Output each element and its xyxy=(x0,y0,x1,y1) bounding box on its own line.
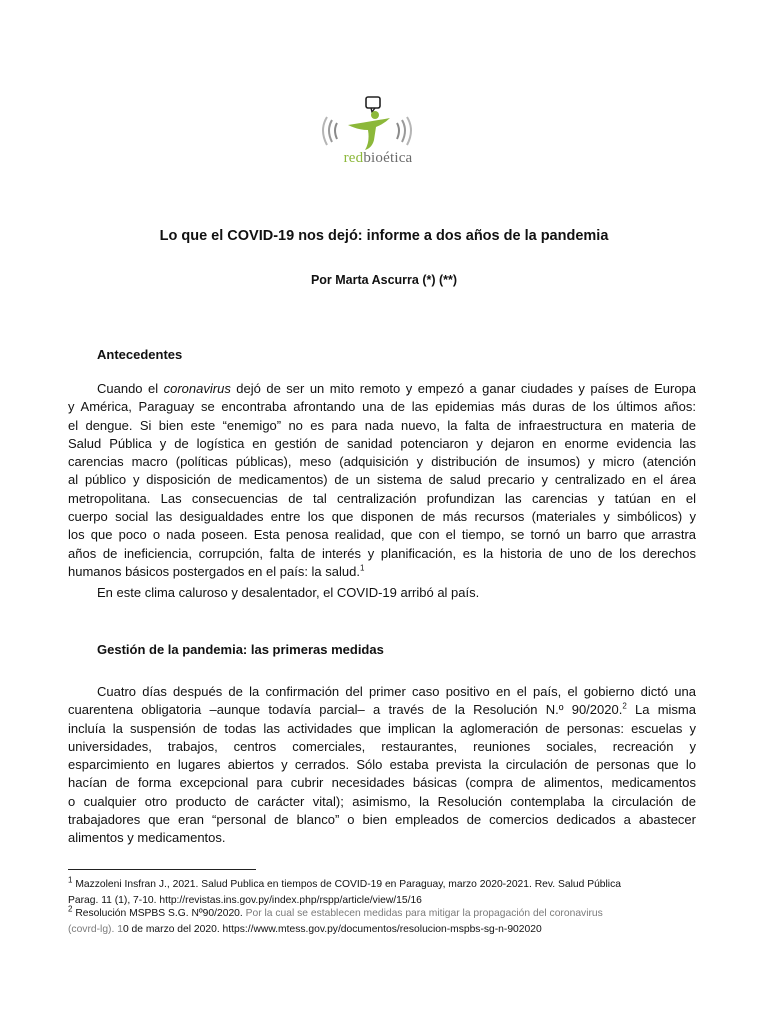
footnote-link[interactable]: Parag. 11 (1), 7-10. http://revistas.ins.gov.py/index.php/rspp/article/view/15/16 xyxy=(68,894,422,906)
paragraph-line: esparcimiento en lugares abiertos y cerrados. Sólo estaba prevista la circulación de personas que lo xyxy=(68,757,696,773)
text-run: Cuando el xyxy=(97,381,164,396)
footnote-text: Mazzoleni Insfran J., 2021. Salud Publica en tiempos de COVID-19 en Paraguay, marzo 2020-2021. Rev. Salud Pública xyxy=(72,879,621,890)
footnote-mark: 2 xyxy=(68,904,73,914)
italic-term: coronavirus xyxy=(163,381,231,396)
footnote-line xyxy=(68,906,708,922)
paragraph-line: años de ineficiencia, corrupción, falta de interés y planificación, es la historia de uno de los derechos xyxy=(68,545,696,561)
redbioetica-figure-icon xyxy=(318,96,438,152)
paragraph-line: cuerpo social las desigualdades entre los que disponen de más recursos (materiales y simbólicos) y xyxy=(68,509,696,525)
footnote-line xyxy=(68,922,708,938)
footnote-link[interactable]: 0 de marzo del 2020. https://www.mtess.gov.py/documentos/resolucion-mspbs-sg-n-902020 xyxy=(122,923,542,935)
paragraph-line: metropolitana. Las consecuencias de tal centralización profundizan las carencias y tatúan en el xyxy=(68,490,696,506)
paragraph-line: el dengue. Si bien este “enemigo” no es para nada nuevo, la falta de infraestructura en materia de xyxy=(68,417,696,433)
paragraph-line xyxy=(68,563,696,581)
section-heading-gestion: Gestión de la pandemia: las primeras medidas xyxy=(97,642,384,657)
footnote-text-grey: Por la cual se establecen medidas para mitigar la propagación del coronavirus xyxy=(245,908,603,919)
footnote-text-grey: (covrd-lg). 1 xyxy=(68,923,123,935)
paragraph-line: los que poco o nada poseen. Esta penosa realidad, que con el tiempo, se tornó un barro que arrastra xyxy=(68,527,696,543)
paragraph-line: y América, Paraguay se encontraba afrontando una de las epidemias más duras de los últimos años: xyxy=(68,399,696,415)
footnote-separator xyxy=(68,869,256,870)
section-heading-antecedentes: Antecedentes xyxy=(97,347,183,362)
text-run: cuarentena obligatoria –aunque todavía parcial– a través de la Resolución N.º 90/2020. xyxy=(68,702,623,718)
footnote-ref-1[interactable]: 1 xyxy=(359,563,365,573)
paragraph-line: al público y disposición de medicamentos) de un sistema de salud precario y centralizado en el área xyxy=(68,472,696,488)
text-run: humanos básicos postergados en el país: la salud. xyxy=(68,563,360,579)
paragraph-line xyxy=(68,701,696,719)
paragraph-line: alimentos y medicamentos. xyxy=(68,830,226,846)
document-author: Por Marta Ascurra (*) (**) xyxy=(310,273,458,287)
paragraph-line: trabajadores que eran “personal de blanco” o bien empleados de comercios dedicados a abastecer xyxy=(68,812,696,828)
document-title: Lo que el COVID-19 nos dejó: informe a dos años de la pandemia xyxy=(159,228,609,244)
text-run: dejó de ser un mito remoto y empezó a ganar ciudades y países de Europa xyxy=(230,381,697,396)
paragraph-line: En este clima caluroso y desalentador, el COVID-19 arribó al país. xyxy=(97,585,480,600)
paragraph-line: universidades, trabajos, centros comerciales, restaurantes, reuniones sociales, recreación y xyxy=(68,738,696,754)
paragraph-arrival xyxy=(68,584,696,602)
logo-word-bioetica: bioética xyxy=(363,150,413,166)
paragraph-line: incluía la suspensión de todas las actividades que implican la aglomeración de personas: escuelas y xyxy=(68,720,696,736)
footnote-2 xyxy=(68,906,708,937)
paragraph-line: hacían de forma excepcional para cubrir necesidades básicas (compra de alimentos, medicamentos xyxy=(68,775,696,791)
paragraph-gestion xyxy=(68,683,696,848)
paragraph-line: o cualquier otro producto de carácter vital); asimismo, la Resolución contemplaba la circulación de xyxy=(68,793,696,809)
paragraph-line: Cuatro días después de la confirmación del primer caso positivo en el país, el gobierno dictó una xyxy=(97,684,696,699)
footnote-mark: 1 xyxy=(68,875,73,885)
paragraph-line: carencias macro (políticas públicas), meso (adquisición y distribución de insumos) y micro (atención xyxy=(68,454,696,470)
logo-word-red: red xyxy=(343,150,364,166)
logo-wordmark xyxy=(318,150,438,167)
redbioetica-logo xyxy=(318,96,438,178)
footnote-text: Resolución MSPBS S.G. Nº90/2020. xyxy=(72,908,246,919)
paragraph-line xyxy=(68,380,696,398)
paragraph-line: Salud Pública y de logística en gestión de sanidad potenciaron y dejaron en enorme evidencia las xyxy=(68,435,696,451)
footnote-ref-2[interactable]: 2 xyxy=(622,701,627,711)
footnote-line xyxy=(68,877,708,893)
paragraph-antecedentes xyxy=(68,380,696,581)
text-run: La misma xyxy=(626,702,696,718)
footnote-1 xyxy=(68,877,708,908)
